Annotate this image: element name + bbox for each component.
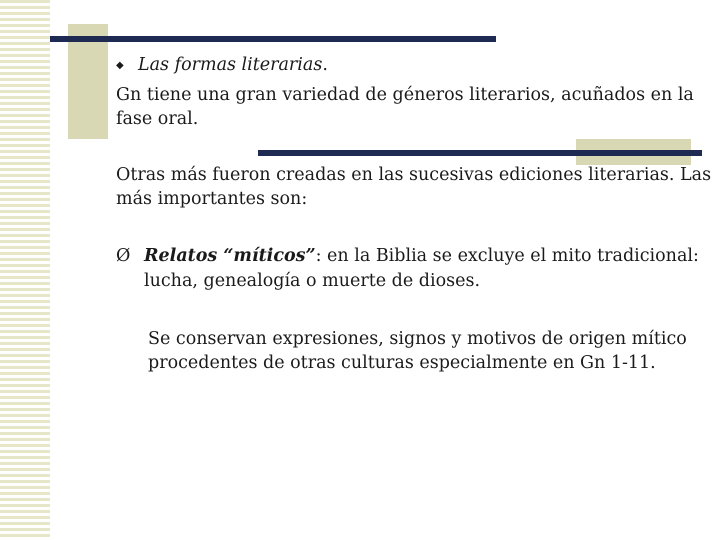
section-text-line-2: fase oral. bbox=[116, 109, 199, 129]
middle-rule-line bbox=[258, 150, 702, 156]
section-heading-suffix: . bbox=[322, 55, 328, 75]
section-heading: Las formas literarias bbox=[138, 55, 323, 75]
arrow-bullet-icon: Ø bbox=[116, 246, 131, 266]
list-item-text: : en la Biblia se excluye el mito tradicional: bbox=[315, 246, 699, 266]
detail-line-1: Se conservan expresiones, signos y motivos de origen mítico bbox=[148, 329, 687, 349]
top-rule-line bbox=[50, 36, 496, 42]
list-item-relatos-line-2: lucha, genealogía o muerte de dioses. bbox=[144, 271, 481, 291]
section-heading-line bbox=[116, 52, 328, 79]
paragraph-line-1: Otras más fueron creadas en las sucesivas ediciones literarias. Las bbox=[116, 165, 712, 185]
section-text-line-1: Gn tiene una gran variedad de géneros literarios, acuñados en la bbox=[116, 85, 694, 105]
list-item-relatos-line-1 bbox=[116, 243, 699, 269]
detail-line-2: procedentes de otras culturas especialmente en Gn 1-11. bbox=[148, 353, 656, 373]
paragraph-line-2: más importantes son: bbox=[116, 189, 308, 209]
left-stripe-decoration bbox=[0, 0, 50, 540]
list-item-title: Relatos “míticos” bbox=[144, 246, 316, 266]
diamond-bullet-icon: ◆ bbox=[116, 60, 124, 71]
